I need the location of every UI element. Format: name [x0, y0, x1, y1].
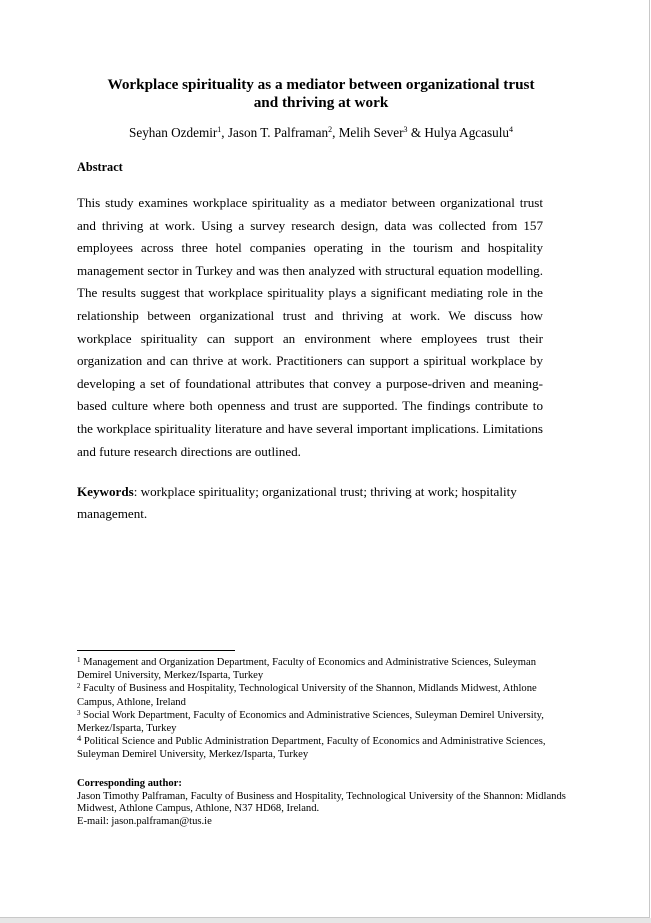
paper-title-line-2: and thriving at work	[253, 93, 389, 111]
author-name: Melih Sever	[338, 125, 404, 140]
keywords	[77, 481, 543, 524]
paper-title-line-1: Workplace spirituality as a mediator between organizational trust	[107, 76, 535, 93]
corresponding-author-email: E-mail: jason.palframan@tus.ie	[77, 815, 212, 827]
footnote-text: Management and Organization Department, Faculty of Economics and Administrative Sciences, Suleyman Demirel University, Merkez/Isparta, Turkey	[77, 657, 537, 682]
footnote-2	[77, 682, 567, 708]
author-name: Hulya Agcasulu	[424, 125, 509, 140]
author-affiliation-marker: 2	[328, 125, 333, 134]
footnote-number: 2	[77, 682, 81, 691]
author-affiliation-marker: 3	[403, 125, 408, 134]
viewer-bottom-strip	[0, 918, 651, 923]
author-list	[77, 124, 565, 141]
keywords-label: Keywords	[77, 484, 134, 499]
footnotes	[77, 656, 567, 762]
footnote-text: Faculty of Business and Hospitality, Technological University of the Shannon, Midlands Midwest, Athlone Campus, Athlone, Ireland	[77, 683, 537, 708]
footnote-4	[77, 735, 567, 761]
footnote-3	[77, 709, 567, 735]
paper-title	[77, 76, 565, 111]
footnote-number: 3	[77, 708, 81, 717]
corresponding-author	[77, 778, 567, 828]
author-separator: ,	[221, 125, 228, 140]
footnote-text: Social Work Department, Faculty of Economics and Administrative Sciences, Suleyman Demirel University, Merkez/Isparta, Turkey	[77, 709, 544, 735]
footnote-rule	[77, 650, 235, 651]
footnote-1	[77, 656, 567, 682]
abstract-heading: Abstract	[77, 160, 123, 174]
footnote-number: 4	[77, 733, 82, 744]
footnote-text: Political Science and Public Administration Department, Faculty of Economics and Administrative Sciences, Suleyman Demirel University, Merkez/Isparta, Turkey	[77, 736, 546, 761]
author-separator: ,	[332, 125, 339, 140]
author-name: Jason T. Palframan	[227, 125, 329, 140]
corresponding-author-affiliation: Jason Timothy Palframan, Faculty of Business and Hospitality, Technological University of the Shannon: Midlands Midwest, Athlone Campus, Athlone, N37 HD68, Ireland.	[77, 790, 566, 815]
abstract-body: This study examines workplace spirituality as a mediator between organizational trust and thriving at work. Using a survey research design, data was collected from 157 employees across three hotel companies operating in the tourism and hospitality management sector in Turkey and was then analyzed with structural equation modelling. The results suggest that workplace spirituality plays a significant mediating role in the relationship between organizational trust and thriving at work. We discuss how workplace spirituality can support an environment where employees trust their organization and can thrive at work. Practitioners can support a spiritual workplace by developing a set of foundational attributes that convey a purpose-driven and meaning-based culture where both openness and trust are supported. The findings contribute to the workplace spirituality literature and have several important implications. Limitations and future research directions are outlined.	[77, 195, 543, 459]
corresponding-author-heading: Corresponding author:	[77, 778, 182, 789]
author-name: Seyhan Ozdemir	[129, 125, 218, 140]
keywords-text: : workplace spirituality; organizational trust; thriving at work; hospitality management.	[77, 484, 517, 521]
author-separator: &	[407, 125, 425, 140]
footnote-number: 1	[77, 656, 81, 664]
author-affiliation-marker: 4	[508, 125, 513, 134]
author-affiliation-marker: 1	[217, 125, 222, 134]
